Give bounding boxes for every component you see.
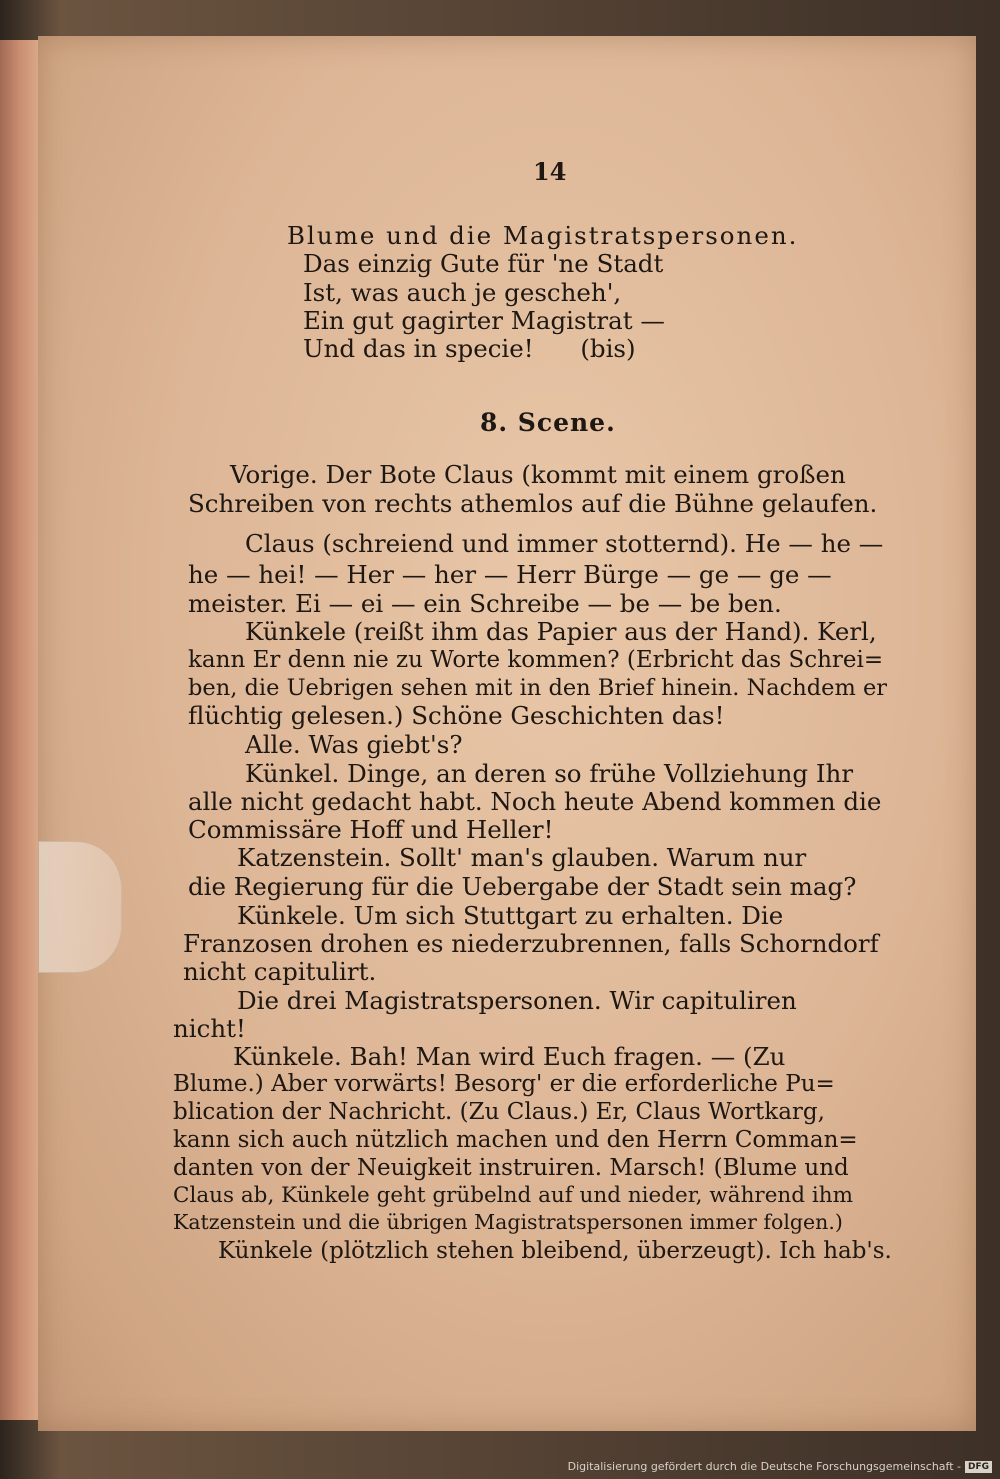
text-line: Ein gut gagirter Magistrat — [303,306,665,335]
digitization-credit [568,1460,992,1473]
text-line: Und das in specie! (bis) [303,334,636,363]
credit-text: Digitalisierung gefördert durch die Deutsche Forschungsgemeinschaft - [567,1460,961,1473]
text-line: flüchtig gelesen.) Schöne Geschichten das! [188,701,725,730]
text-line: nicht capitulirt. [183,957,377,986]
text-line: alle nicht gedacht habt. Noch heute Abend kommen die [188,787,882,816]
page-number: 14 [533,157,567,186]
text-line: kann Er denn nie zu Worte kommen? (Erbricht das Schrei= [188,647,884,673]
dfg-logo: DFG [965,1461,992,1473]
text-line: Schreiben von rechts athemlos auf die Bühne gelaufen. [188,489,878,518]
text-line: Claus (schreiend und immer stotternd). He — he — [245,529,884,558]
text-line: he — hei! — Her — her — Herr Bürge — ge — ge — [188,560,832,589]
text-line: danten von der Neuigkeit instruiren. Marsch! (Blume und [173,1155,849,1181]
text-line: Katzenstein und die übrigen Magistratspersonen immer folgen.) [173,1210,843,1234]
text-line: Claus ab, Künkele geht grübelnd auf und nieder, während ihm [173,1183,853,1208]
text-line: Commissäre Hoff und Heller! [188,815,554,844]
text-line: Das einzig Gute für 'ne Stadt [303,249,664,278]
text-line: Blume.) Aber vorwärts! Besorg' er die erforderliche Pu= [173,1071,835,1097]
text-line: Künkele. Um sich Stuttgart zu erhalten. Die [237,901,784,930]
text-line: kann sich auch nützlich machen und den Herrn Comman= [173,1127,858,1153]
text-line: blication der Nachricht. (Zu Claus.) Er, Claus Wortkarg, [173,1099,825,1125]
text-line: Künkele (reißt ihm das Papier aus der Hand). Kerl, [245,617,877,646]
text-line: die Regierung für die Uebergabe der Stadt sein mag? [188,872,857,901]
text-line: Künkele. Bah! Man wird Euch fragen. — (Zu [233,1042,786,1071]
page-clip [38,841,122,973]
text-line: Die drei Magistratspersonen. Wir capituliren [237,986,797,1015]
text-line: Franzosen drohen es niederzubrennen, falls Schorndorf [183,929,879,958]
text-line: Katzenstein. Sollt' man's glauben. Warum nur [237,843,807,872]
text-line: nicht! [173,1014,246,1043]
text-line: Blume und die Magistratspersonen. [287,221,799,250]
scene-heading: 8. Scene. [480,408,616,437]
text-line: Künkel. Dinge, an deren so frühe Vollziehung Ihr [245,759,854,788]
text-line: Alle. Was giebt's? [245,730,463,759]
text-line: ben, die Uebrigen sehen mit in den Brief hinein. Nachdem er [188,675,888,701]
text-line: Künkele (plötzlich stehen bleibend, überzeugt). Ich hab's. [218,1238,892,1264]
text-line: Ist, was auch je gescheh', [303,278,622,307]
text-line: Vorige. Der Bote Claus (kommt mit einem großen [230,460,846,489]
text-line: meister. Ei — ei — ein Schreibe — be — be ben. [188,589,782,618]
